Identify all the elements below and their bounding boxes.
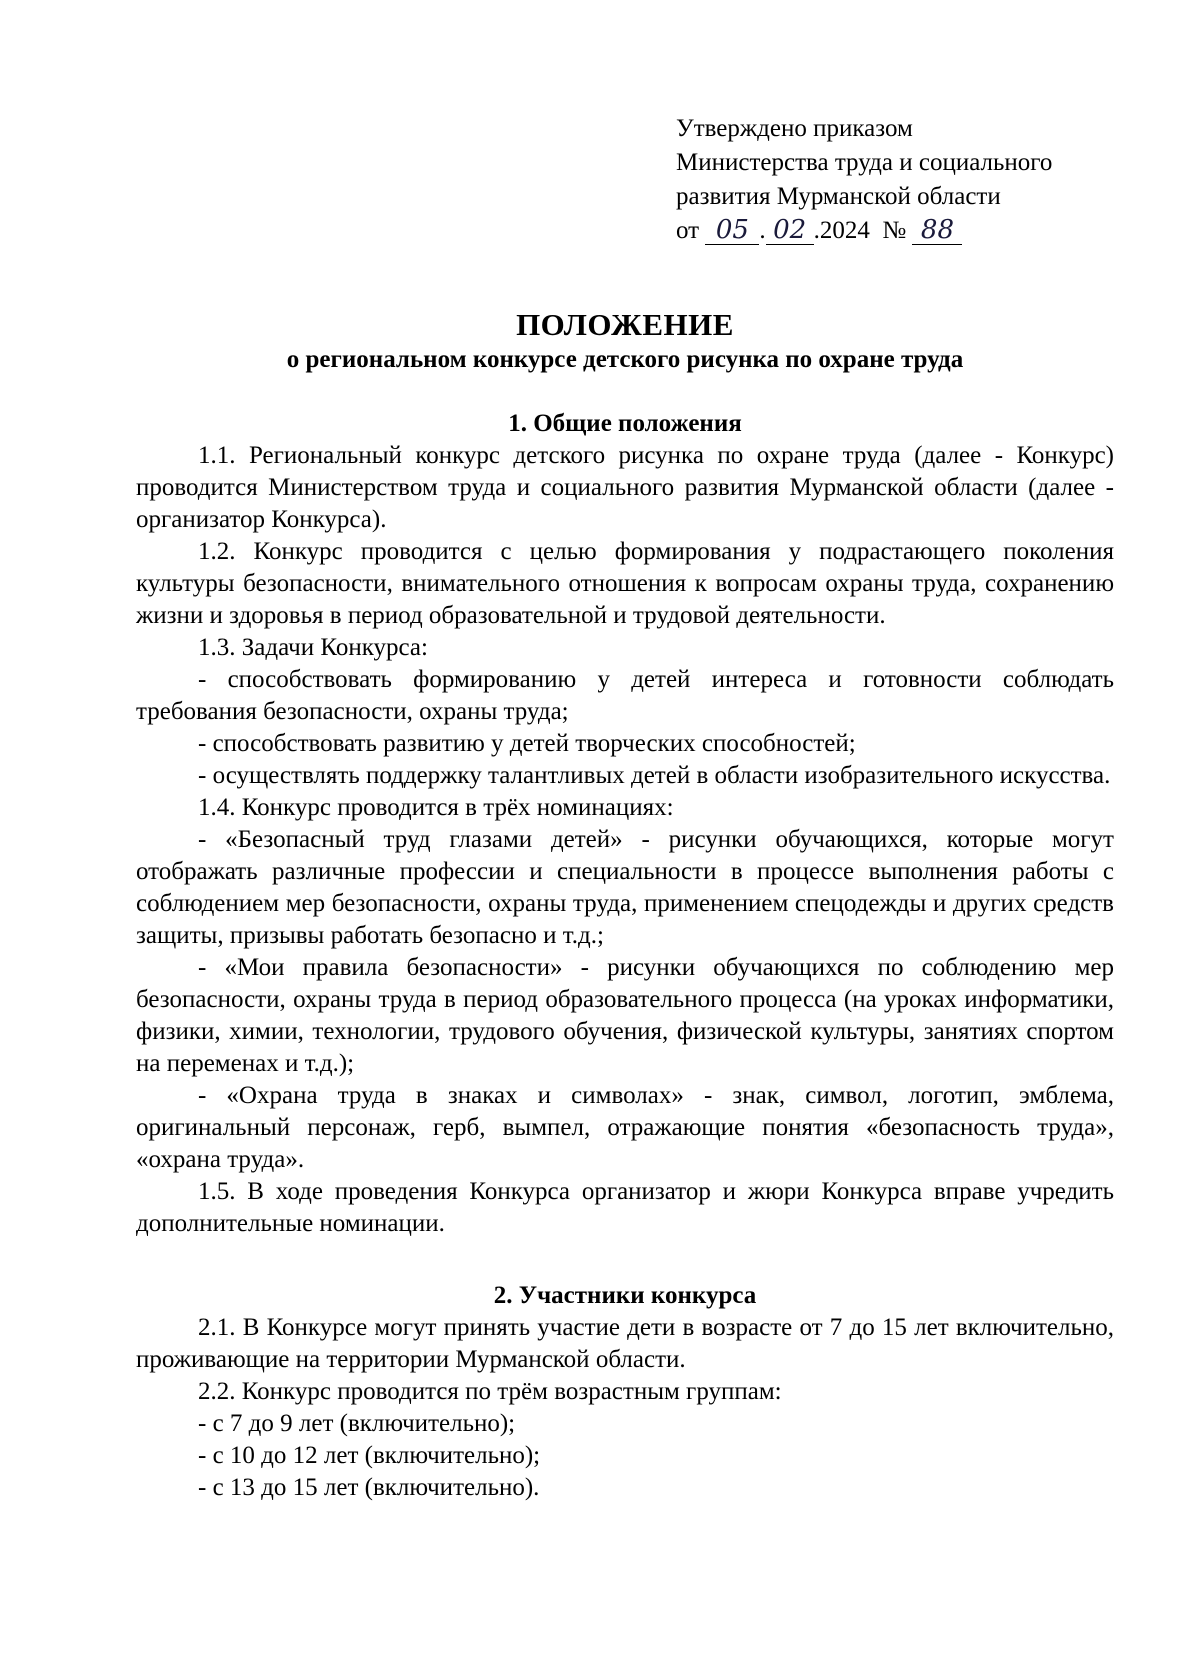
age-group-item: - с 13 до 15 лет (включительно).	[198, 1474, 540, 1501]
list-item: - «Безопасный труд глазами детей» - рисунки обучающихся, которые могут отображать различные профессии и специальности в процессе выполнения работы с соблюдением мер безопасности, охраны труда, применением спецодежды и других средств защиты, призывы работать безопасно и т.д.;	[136, 826, 1114, 949]
age-group-item: - с 10 до 12 лет (включительно);	[198, 1442, 541, 1469]
list-item: - «Мои правила безопасности» - рисунки обучающихся по соблюдению мер безопасности, охраны труда в период образовательного процесса (на уроках информатики, физики, химии, технологии, трудового обучения, физической культуры, занятиях спортом на переменах и т.д.);	[136, 954, 1114, 1077]
list-item: - осуществлять поддержку талантливых детей в области изобразительного искусства.	[198, 762, 1111, 789]
age-group-item: - с 7 до 9 лет (включительно);	[198, 1410, 516, 1437]
paragraph: 1.2. Конкурс проводится с целью формирования у подрастающего поколения культуры безопасности, внимательного отношения к вопросам охраны труда, сохранению жизни и здоровья в период образовательной и трудовой деятельности.	[136, 538, 1114, 629]
section-heading: 1. Общие положения	[508, 410, 742, 437]
approval-date-line	[676, 214, 1114, 248]
paragraph: 1.4. Конкурс проводится в трёх номинациях:	[198, 794, 674, 821]
list-item: - «Охрана труда в знаках и символах» - знак, символ, логотип, эмблема, оригинальный персонаж, герб, вымпел, отражающие понятия «безопасность труда», «охрана труда».	[136, 1082, 1114, 1173]
paragraph: 1.5. В ходе проведения Конкурса организатор и жюри Конкурса вправе учредить дополнительные номинации.	[136, 1178, 1114, 1237]
approval-line: развития Мурманской области	[676, 183, 1001, 210]
document-title: ПОЛОЖЕНИЕ	[516, 307, 734, 342]
section-heading: 2. Участники конкурса	[493, 1282, 757, 1309]
date-separator: .	[759, 217, 766, 244]
document-subtitle: о региональном конкурсе детского рисунка по охране труда	[286, 346, 964, 373]
date-prefix: от	[676, 217, 700, 244]
paragraph: 2.1. В Конкурсе могут принять участие дети в возрасте от 7 до 15 лет включительно, проживающие на территории Мурманской области.	[136, 1314, 1114, 1373]
handwritten-order-number: 88	[912, 216, 962, 245]
paragraph: 2.2. Конкурс проводится по трём возрастным группам:	[198, 1378, 782, 1405]
list-item: - способствовать развитию у детей творческих способностей;	[198, 730, 856, 757]
approval-block	[676, 112, 1114, 248]
date-year: .2024	[813, 217, 870, 244]
paragraph: 1.1. Региональный конкурс детского рисунка по охране труда (далее - Конкурс) проводится Министерством труда и социального развития Мурманской области (далее - организатор Конкурса).	[136, 442, 1114, 533]
paragraph: 1.3. Задачи Конкурса:	[198, 634, 428, 661]
handwritten-month: 02	[766, 216, 814, 245]
list-item: - способствовать формированию у детей интереса и готовности соблюдать требования безопасности, охраны труда;	[136, 666, 1114, 725]
number-sign: №	[882, 217, 907, 244]
approval-line: Министерства труда и социального	[676, 149, 1053, 176]
handwritten-day: 05	[705, 216, 759, 245]
approval-line: Утверждено приказом	[676, 115, 913, 142]
